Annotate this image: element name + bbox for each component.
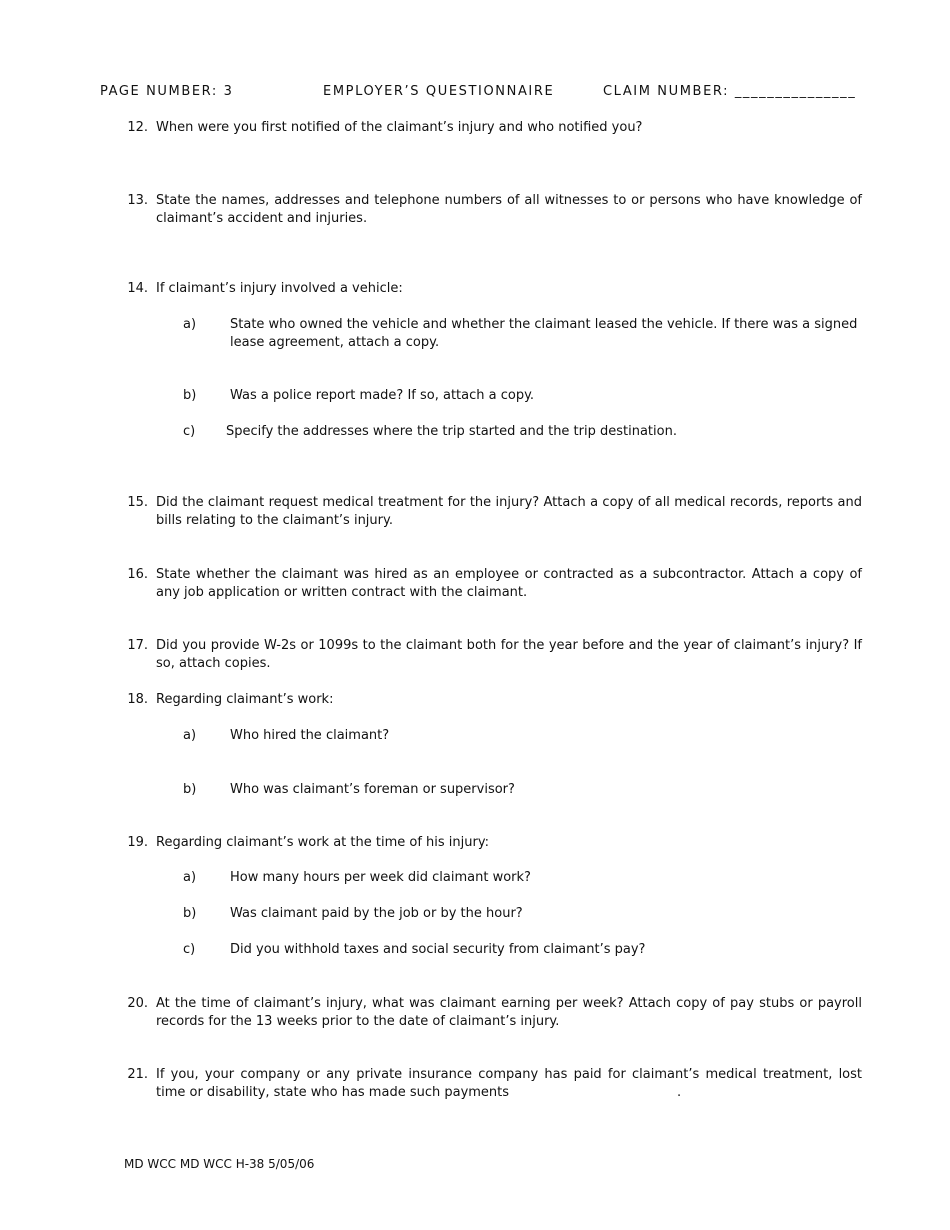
question-number: 16. bbox=[127, 567, 148, 582]
question-number: 13. bbox=[127, 193, 148, 208]
question-number: 20. bbox=[127, 996, 148, 1011]
question-number: 17. bbox=[127, 638, 148, 653]
claim-number-field[interactable]: CLAIM NUMBER: _______________ bbox=[603, 84, 857, 99]
question-19c bbox=[183, 941, 863, 959]
question-12 bbox=[124, 119, 862, 137]
question-number: 18. bbox=[127, 692, 148, 707]
question-20 bbox=[124, 995, 862, 1031]
question-16 bbox=[124, 566, 862, 602]
question-14 bbox=[124, 280, 862, 298]
period: . bbox=[677, 1085, 682, 1100]
question-14c bbox=[183, 423, 863, 441]
question-13 bbox=[124, 192, 862, 228]
question-18 bbox=[124, 691, 862, 709]
question-text: State the names, addresses and telephone numbers of all witnesses to or persons who have knowledge of claimant’s accident and injuries. bbox=[156, 193, 862, 226]
question-text: Did the claimant request medical treatment for the injury? Attach a copy of all medical records, reports and bills relating to the claimant’s injury. bbox=[156, 495, 862, 528]
question-number: 14. bbox=[127, 281, 148, 296]
question-text: State whether the claimant was hired as an employee or contracted as a subcontractor. Attach a copy of any job application or written contract with the claimant. bbox=[156, 567, 862, 600]
sub-letter: b) bbox=[183, 388, 197, 403]
question-text: Regarding claimant’s work: bbox=[156, 692, 334, 707]
question-19a bbox=[183, 869, 863, 887]
sub-text: Was a police report made? If so, attach a copy. bbox=[230, 388, 535, 403]
question-text: Did you provide W-2s or 1099s to the claimant both for the year before and the year of claimant’s injury? If so, attach copies. bbox=[156, 638, 862, 671]
question-text: If claimant’s injury involved a vehicle: bbox=[156, 281, 403, 296]
question-text: At the time of claimant’s injury, what was claimant earning per week? Attach copy of pay stubs or payroll records for the 13 weeks prior to the date of claimant’s injury. bbox=[156, 996, 862, 1029]
sub-text: State who owned the vehicle and whether the claimant leased the vehicle. If there was a signed lease agreement, attach a copy. bbox=[230, 317, 858, 350]
sub-text: Who hired the claimant? bbox=[230, 728, 390, 743]
question-18a bbox=[183, 727, 863, 745]
sub-letter: a) bbox=[183, 870, 197, 885]
question-text: Regarding claimant’s work at the time of his injury: bbox=[156, 835, 489, 850]
question-21 bbox=[124, 1066, 862, 1102]
question-17 bbox=[124, 637, 862, 673]
sub-letter: b) bbox=[183, 782, 197, 797]
sub-letter: c) bbox=[183, 424, 196, 439]
question-number: 15. bbox=[127, 495, 148, 510]
question-19b bbox=[183, 905, 863, 923]
question-text: If you, your company or any private insurance company has paid for claimant’s medical treatment, lost time or disability, state who has made such payments bbox=[156, 1067, 862, 1100]
sub-text: Specify the addresses where the trip started and the trip destination. bbox=[226, 424, 677, 439]
page-number: PAGE NUMBER: 3 bbox=[100, 84, 234, 99]
question-14b bbox=[183, 387, 863, 405]
question-text: When were you first notified of the claimant’s injury and who notified you? bbox=[156, 120, 643, 135]
sub-text: How many hours per week did claimant work? bbox=[230, 870, 531, 885]
sub-letter: b) bbox=[183, 906, 197, 921]
sub-letter: c) bbox=[183, 942, 196, 957]
question-15 bbox=[124, 494, 862, 530]
question-18b bbox=[183, 781, 863, 799]
form-footer: MD WCC MD WCC H-38 5/05/06 bbox=[124, 1157, 315, 1171]
question-14a bbox=[183, 316, 863, 352]
question-number: 21. bbox=[127, 1067, 148, 1082]
question-number: 19. bbox=[127, 835, 148, 850]
question-number: 12. bbox=[127, 120, 148, 135]
sub-letter: a) bbox=[183, 317, 197, 332]
sub-text: Who was claimant’s foreman or supervisor? bbox=[230, 782, 515, 797]
sub-text: Was claimant paid by the job or by the hour? bbox=[230, 906, 523, 921]
question-19 bbox=[124, 834, 862, 852]
question-text-wrap bbox=[156, 1066, 862, 1102]
sub-text: Did you withhold taxes and social security from claimant’s pay? bbox=[230, 942, 646, 957]
form-title: EMPLOYER’S QUESTIONNAIRE bbox=[323, 84, 555, 99]
sub-letter: a) bbox=[183, 728, 197, 743]
